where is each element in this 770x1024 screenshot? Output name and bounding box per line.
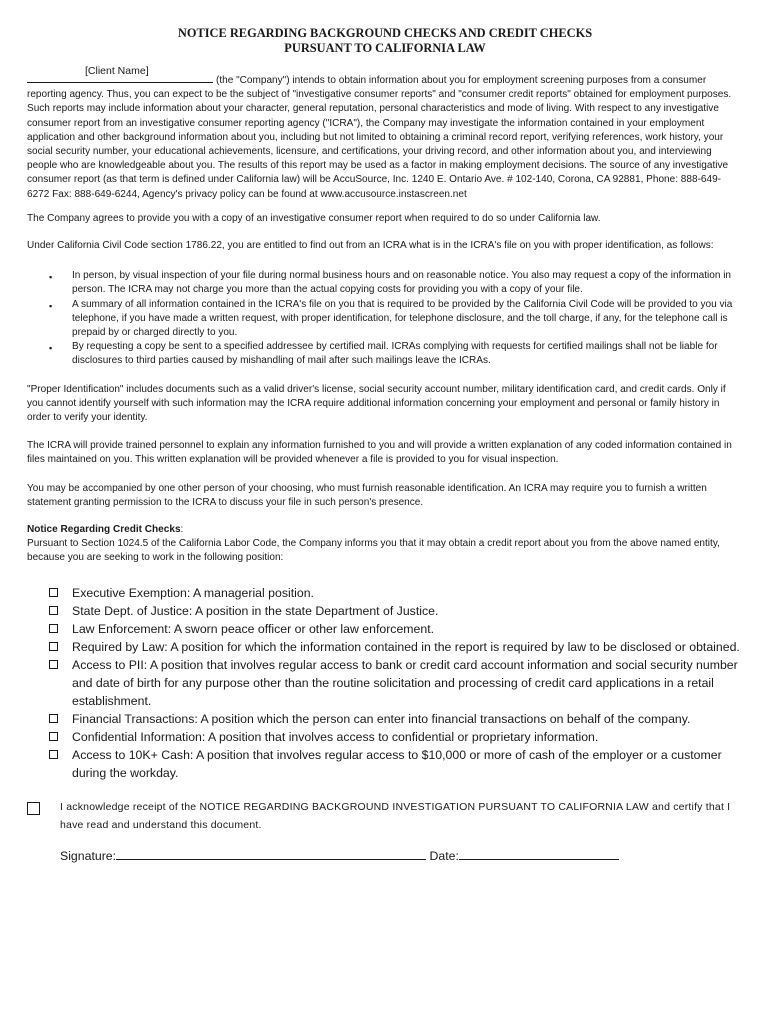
- position-option-confidential[interactable]: Confidential Information: A position that involves access to confidential or proprietary information.: [27, 728, 743, 746]
- credit-check-section: Notice Regarding Credit Checks:: [27, 524, 184, 536]
- list-item: ▪ A summary of all information contained in the ICRA's file on you that is required to be provided by the California Civil Code will be provided to you via telephone, if you have made a written request, with proper identification, for telephone disclosure, and the toll charge, if any, for the telephone call is prepaid by or charged directly to you.: [49, 298, 733, 339]
- position-option-pii[interactable]: Access to PII: A position that involves regular access to bank or credit card account information and social security number and date of birth for any purpose other than the routine solicitation and processing of credit card applications in a retail establishment.: [27, 656, 743, 710]
- position-option-doj[interactable]: State Dept. of Justice: A position in the state Department of Justice.: [27, 602, 743, 620]
- position-option-required-by-law[interactable]: Required by Law: A position for which the information contained in the report is required by law to be disclosed or obtained.: [27, 638, 743, 656]
- title-line-2: PURSUANT TO CALIFORNIA LAW: [284, 41, 486, 55]
- bullet-icon: ▪: [49, 300, 53, 311]
- signature-row: [27, 846, 743, 865]
- position-checklist: [27, 584, 743, 782]
- client-name-field[interactable]: [27, 65, 213, 83]
- checkbox[interactable]: [49, 624, 58, 633]
- checkbox[interactable]: [49, 588, 58, 597]
- checkbox[interactable]: [49, 750, 58, 759]
- civil-code-paragraph: Under California Civil Code section 1786.22, you are entitled to find out from an ICRA what is in the ICRA's file on you with proper identification, as follows:: [27, 240, 714, 252]
- acknowledgement: [27, 798, 743, 834]
- position-option-cash[interactable]: Access to 10K+ Cash: A position that involves regular access to $10,000 or more of cash of the employer or a customer during the workday.: [27, 746, 743, 782]
- bullet-icon: ▪: [49, 343, 53, 354]
- credit-check-heading: Notice Regarding Credit Checks: [27, 524, 181, 536]
- icra-access-list: [27, 269, 743, 368]
- trained-personnel-paragraph: The ICRA will provide trained personnel to explain any information furnished to you and will provide a written explanation of any coded information contained in files maintained on you. This written explanation will be provided whenever a file is provided to you for visual inspection.: [27, 440, 732, 466]
- list-item: ▪ In person, by visual inspection of your file during normal business hours and on reasonable notice. You also may request a copy of the information in person. The ICRA may not charge you more than the actual copying costs for providing you with a copy of your file.: [49, 270, 732, 296]
- acknowledgement-text: I acknowledge receipt of the NOTICE REGARDING BACKGROUND INVESTIGATION PURSUANT TO CALIFORNIA LAW and certify that I have read and understand this document.: [60, 800, 731, 831]
- checkbox[interactable]: [49, 660, 58, 669]
- intro-text: (the "Company") intends to obtain information about you for employment screening purposes from a consumer reporting agency. Thus, you can expect to be the subject of "investigative consumer reports" and "consumer credit reports" obtained for employment purposes. Such reports may include information about your character, general reputation, personal characteristics and mode of living. With respect to any investigative consumer report from an investigative consumer reporting agency ("ICRA"), the Company may investigate the information contained in your employment application and other background information about you, including but not limited to obtaining a criminal record report, verifying references, work history, your social security number, your educational achievements, licensure, and certifications, your driving record, and other information about you, and interviewing people who are knowledgeable about you. The results of this report may be used as a factor in making employment decisions. The source of any investigative consumer report (as that term is defined under California law) will be AccuSource, Inc. 1240 E. Ontario Ave. # 102-140, Corona, CA 92881, Phone: 888-649-6272 Fax: 888-649-6244, Agency's privacy policy can be found at www.accusource.instascreen.net: [27, 75, 732, 200]
- title-line-1: NOTICE REGARDING BACKGROUND CHECKS AND CREDIT CHECKS: [177, 26, 593, 40]
- checkbox[interactable]: [49, 732, 58, 741]
- credit-check-paragraph: Pursuant to Section 1024.5 of the California Labor Code, the Company informs you that it may obtain a credit report about you from the above named entity, because you are seeking to work in the following position:: [27, 538, 720, 564]
- document-page: [27, 26, 743, 865]
- acknowledge-checkbox[interactable]: [27, 802, 40, 815]
- checkbox[interactable]: [49, 714, 58, 723]
- checkbox[interactable]: [49, 606, 58, 615]
- signature-line[interactable]: [116, 846, 426, 860]
- checkbox[interactable]: [49, 642, 58, 651]
- position-option-executive[interactable]: Executive Exemption: A managerial position.: [27, 584, 743, 602]
- date-line[interactable]: [459, 846, 619, 860]
- list-item: ▪ By requesting a copy be sent to a specified addressee by certified mail. ICRAs complying with requests for certified mailings shall not be liable for disclosures to third parties caused by mishandling of mail after such mailings leave the ICRAs.: [49, 341, 718, 367]
- proper-identification-paragraph: "Proper Identification" includes documents such as a valid driver's license, social security account number, military identification card, and credit cards. Only if you cannot identify yourself with such information may the ICRA require additional information concerning your employment and personal or family history in order to verify your identity.: [27, 383, 726, 424]
- bullet-icon: ▪: [49, 272, 53, 283]
- position-option-law-enforcement[interactable]: Law Enforcement: A sworn peace officer or other law enforcement.: [27, 620, 743, 638]
- accompanied-paragraph: You may be accompanied by one other person of your choosing, who must furnish reasonable identification. An ICRA may require you to furnish a written statement granting permission to the ICRA to discuss your file in such person's presence.: [27, 482, 707, 508]
- signature-label: Signature:: [60, 848, 117, 863]
- client-name-label: [Client Name]: [85, 65, 149, 77]
- date-label: Date:: [429, 848, 459, 863]
- position-option-financial[interactable]: Financial Transactions: A position which the person can enter into financial transactions on behalf of the company.: [27, 710, 743, 728]
- copy-paragraph: The Company agrees to provide you with a copy of an investigative consumer report when required to do so under California law.: [27, 212, 601, 224]
- intro-paragraph: [27, 65, 743, 202]
